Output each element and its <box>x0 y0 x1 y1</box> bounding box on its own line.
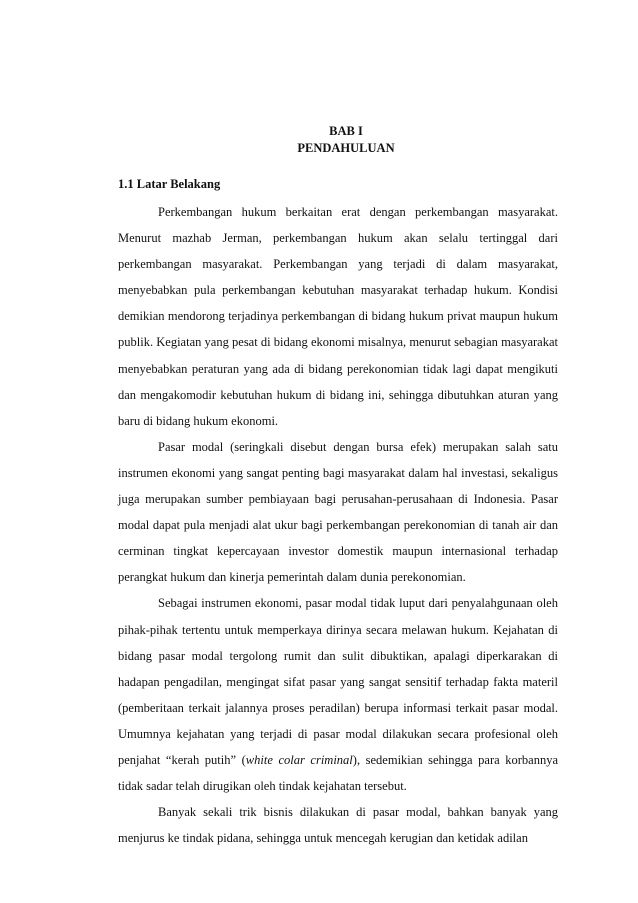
paragraph-3-italic-term: white colar criminal <box>245 752 353 767</box>
paragraph-3-text-before: Sebagai instrumen ekonomi, pasar modal tidak luput dari penyalahgunaan oleh pihak-pihak tertentu untuk memperkaya dirinya secara melawan hukum. Kejahatan di bidang pasar modal tergolong rumit dan sulit dibuktikan, apalagi diperkarakan di hadapan pengadilan, mengingat sifat pasar yang sangat sensitif terhadap fakta materil (pemberitaan terkait jalannya proses peradilan) berupa informasi terkait pasar modal. Umumnya kejahatan yang terjadi di pasar modal dilakukan secara profesional oleh penjahat “kerah putih” ( <box>118 596 558 767</box>
paragraph-1: Perkembangan hukum berkaitan erat dengan perkembangan masyarakat. Menurut mazhab Jerman, perkembangan hukum akan selalu tertinggal dari perkembangan masyarakat. Perkembangan yang terjadi di dalam masyarakat, menyebabkan pula perkembangan kebutuhan masyarakat terhadap hukum. Kondisi demikian mendorong terjadinya perkembangan di bidang hukum privat maupun hukum publik. Kegiatan yang pesat di bidang ekonomi misalnya, menurut sebagian masyarakat menyebabkan peraturan yang ada di bidang perekonomian tidak lagi dapat mengikuti dan mengakomodir kebutuhan hukum di bidang ini, sehingga dibutuhkan aturan yang baru di bidang hukum ekonomi. <box>118 205 558 428</box>
section-heading: 1.1 Latar Belakang <box>118 177 221 191</box>
paragraph-2: Pasar modal (seringkali disebut dengan bursa efek) merupakan salah satu instrumen ekonomi yang sangat penting bagi masyarakat dalam hal investasi, sekaligus juga merupakan sumber pembiayaan bagi perusahan-perusahaan di Indonesia. Pasar modal dapat pula menjadi alat ukur bagi perkembangan perekonomian di tanah air dan cerminan tingkat kepercayaan investor domestik maupun internasional terhadap perangkat hukum dan kinerja pemerintah dalam dunia perekonomian. <box>118 439 558 585</box>
body-text <box>118 199 558 851</box>
chapter-number: BAB I <box>329 124 363 138</box>
paragraph-4: Banyak sekali trik bisnis dilakukan di pasar modal, bahkan banyak yang menjurus ke tindak pidana, sehingga untuk mencegah kerugian dan ketidak adilan <box>118 805 558 846</box>
chapter-title: PENDAHULUAN <box>297 141 395 155</box>
paragraph-3-text-after: ), sedemikian sehingga para korbannya tidak sadar telah dirugikan oleh tindak kejahatan tersebut. <box>118 752 559 794</box>
paragraph-3 <box>118 590 558 799</box>
